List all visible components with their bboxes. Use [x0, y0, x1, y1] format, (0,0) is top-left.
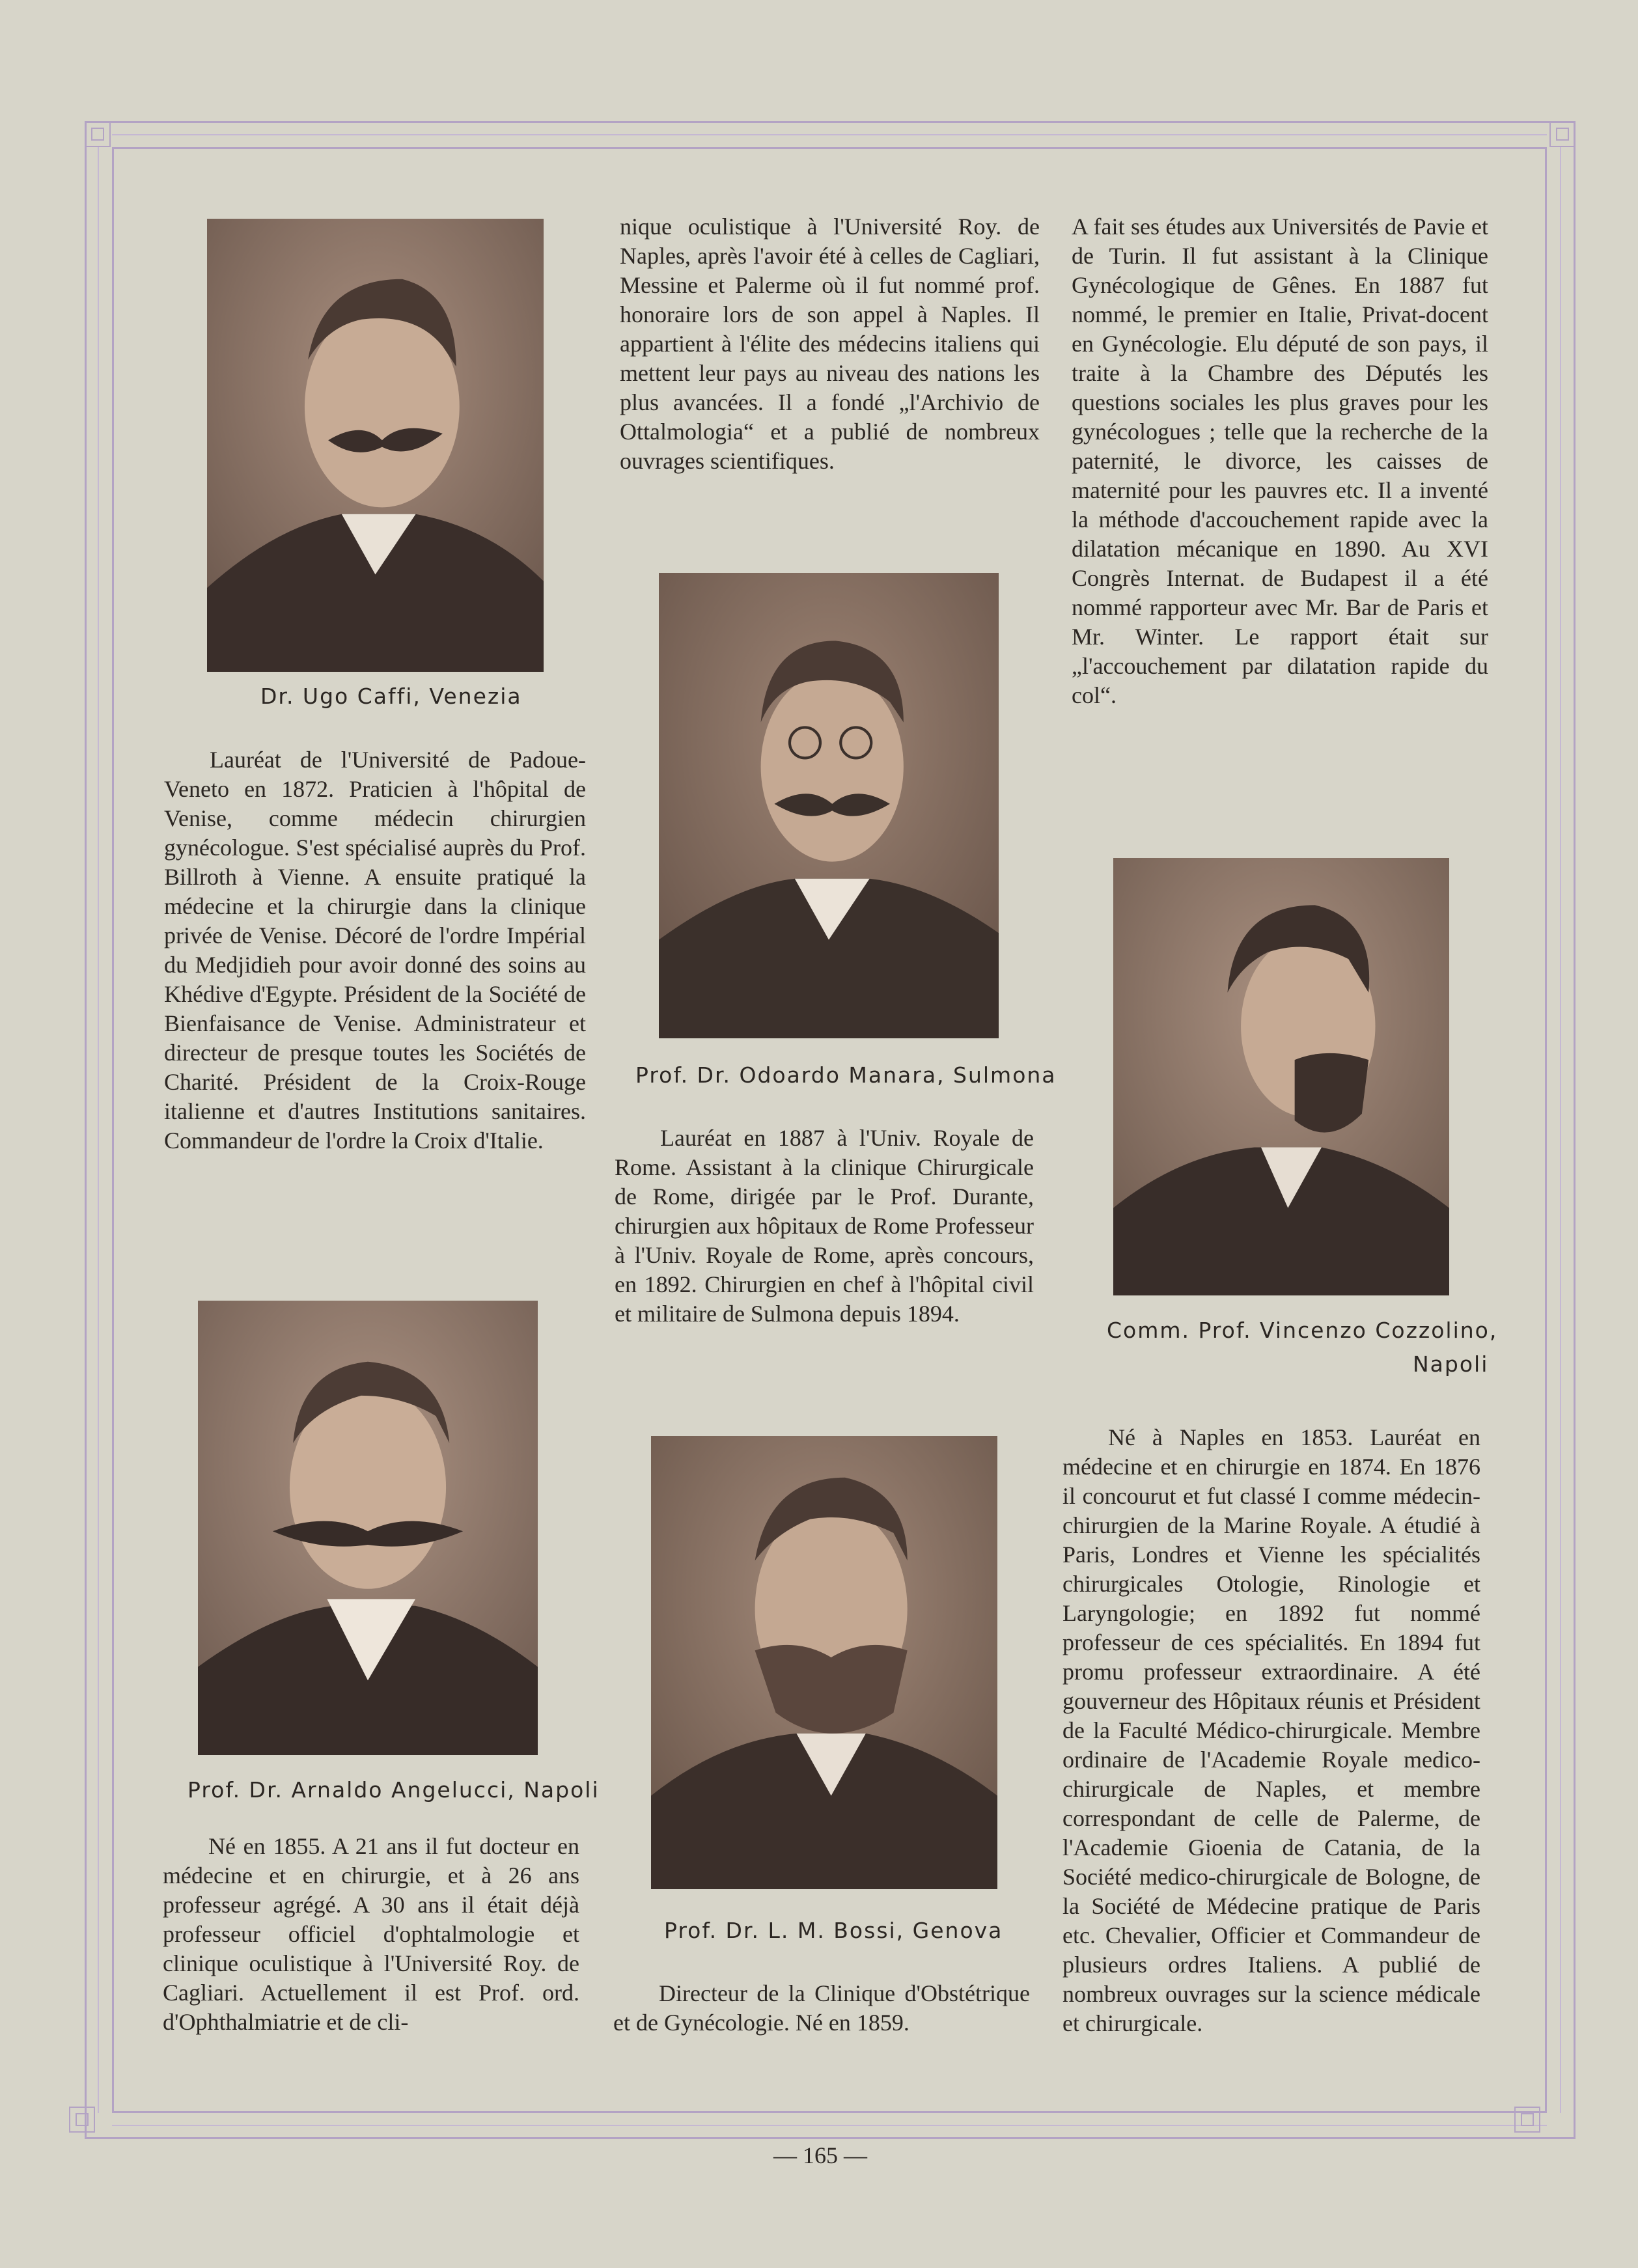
portrait-photo-angelucci: [198, 1301, 538, 1755]
caption-bossi: Prof. Dr. L. M. Bossi, Genova: [664, 1918, 1003, 1943]
caption-cozzolino-line1: Comm. Prof. Vincenzo Cozzolino,: [1107, 1318, 1498, 1343]
frame-rule-right: [1560, 147, 1561, 2113]
portrait-photo-manara: [659, 573, 999, 1038]
frame-corner-top-right: [1549, 121, 1576, 147]
frame-rule-left: [98, 147, 99, 2113]
portrait-photo-bossi: [651, 1436, 997, 1889]
bio-angelucci-text: Né en 1855. A 21 ans il fut docteur en médecine et en chirurgie, et à 26 ans professeur agrégé. A 30 ans il était déjà professeur officiel d'ophtalmologie et clinique oculistique à l'Université Roy. de Cagliari. Actuellement il est Prof. ord. d'Ophthalmiatrie et de cli-: [163, 1833, 579, 2035]
frame-rule-bottom: [112, 2125, 1547, 2126]
portrait-photo-cozzolino: [1113, 858, 1449, 1295]
frame-corner-top-left: [85, 121, 111, 147]
caption-cozzolino-line2: Napoli: [1413, 1351, 1489, 1377]
bio-bossi-text: Directeur de la Clinique d'Obstétrique et de Gynécologie. Né en 1859.: [613, 1980, 1030, 2036]
bio-angelucci: [163, 1832, 579, 2037]
text-col2-top-body: nique oculistique à l'Université Roy. de Naples, après l'avoir été à celles de Cagliari, Messine et Palerme où il fut nommé prof. honoraire lors de son appel à Naples. Il appartient à l'élite des médecins italiens qui mettent leur pays au niveau des nations les plus avancées. Il a fondé „l'Archivio de Ottalmologia“ et a publié de nombreux ouvrages scientifiques.: [620, 214, 1040, 474]
frame-corner-bottom-right: [1514, 2107, 1540, 2133]
frame-rule-top: [112, 134, 1547, 135]
bio-caffi-text: Lauréat de l'Université de Padoue-Veneto en 1872. Praticien à l'hôpital de Venise, comme médecin chirurgien gynécologue. S'est spécialisé auprès du Prof. Billroth à Vienne. A ensuite pratiqué la médecine et la chirurgie dans la clinique privée de Venise. Décoré de l'ordre Impérial du Medjidieh pour avoir donné des soins au Khédive d'Egypte. Président de la Société de Bienfaisance de Venise. Administrateur et directeur de presque toutes les Sociétés de Charité. Président de la Croix-Rouge italienne et d'autres Institutions sanitaires. Commandeur de l'ordre la Croix d'Italie.: [164, 747, 586, 1154]
bio-caffi: [164, 745, 586, 1155]
portrait-photo-caffi: [207, 219, 544, 672]
text-col2-top: [620, 212, 1040, 476]
bio-cozzolino: [1062, 1423, 1480, 2038]
frame-corner-bottom-left: [69, 2107, 95, 2133]
page-number: — 165 —: [773, 2142, 867, 2168]
caption-manara: Prof. Dr. Odoardo Manara, Sulmona: [635, 1062, 1057, 1088]
bio-cozzolino-text: Né à Naples en 1853. Lauréat en médecine et en chirurgie en 1874. En 1876 il concourut et fut classé I comme médecin-chirurgien de la Marine Royale. A étudié à Paris, Londres et Vienne les spécialités chirurgicales Otologie, Rinologie et Laryngologie; en 1892 fut nommé professeur de ces spécialités. En 1894 fut promu professeur extraordinaire. A été gouverneur des Hôpitaux réunis et Président de la Faculté Médico-chirurgicale. Membre ordinaire de l'Academie Royale medico-chirurgicale de Naples, et membre correspondant de celle de Palerme, de l'Academie Gioenia de Catania, de la Société medico-chirurgicale de Bologne, de la Société de Médecine pratique de Paris etc. Chevalier, Officier et Commandeur de plusieurs ordres Italiens. A publié de nombreux ouvrages sur la science médicale et chirurgicale.: [1062, 1424, 1480, 2036]
bio-manara: [615, 1124, 1034, 1329]
text-col3-top-body: A fait ses études aux Universités de Pavie et de Turin. Il fut assistant à la Clinique Gynécologique de Gênes. En 1887 fut nommé, le premier en Italie, Privat-docent en Gynécologie. Elu député de son pays, il traite à la Chambre des Députés les questions sociales les plus graves pour les gynécologues ; telle que la recherche de la paternité, le divorce, les caisses de maternité pour les pauvres etc. Il a inventé la méthode d'accouchement rapide avec la dilatation mécanique en 1890. Au XVI Congrès Internat. de Budapest il a été nommé rapporteur avec Mr. Bar de Paris et Mr. Winter. Le rapport était sur „l'accouchement par dilatation rapide du col“.: [1072, 214, 1488, 708]
text-col3-top: [1072, 212, 1488, 710]
bio-bossi: [613, 1979, 1030, 2038]
bio-manara-text: Lauréat en 1887 à l'Univ. Royale de Rome. Assistant à la clinique Chirurgicale de Rome, dirigée par le Prof. Durante, chirurgien aux hôpitaux de Rome Professeur à l'Univ. Royale de Rome, après concours, en 1892. Chirurgien en chef à l'hôpital civil et militaire de Sulmona depuis 1894.: [615, 1125, 1034, 1327]
caption-caffi: Dr. Ugo Caffi, Venezia: [260, 684, 522, 709]
caption-angelucci: Prof. Dr. Arnaldo Angelucci, Napoli: [187, 1777, 600, 1803]
